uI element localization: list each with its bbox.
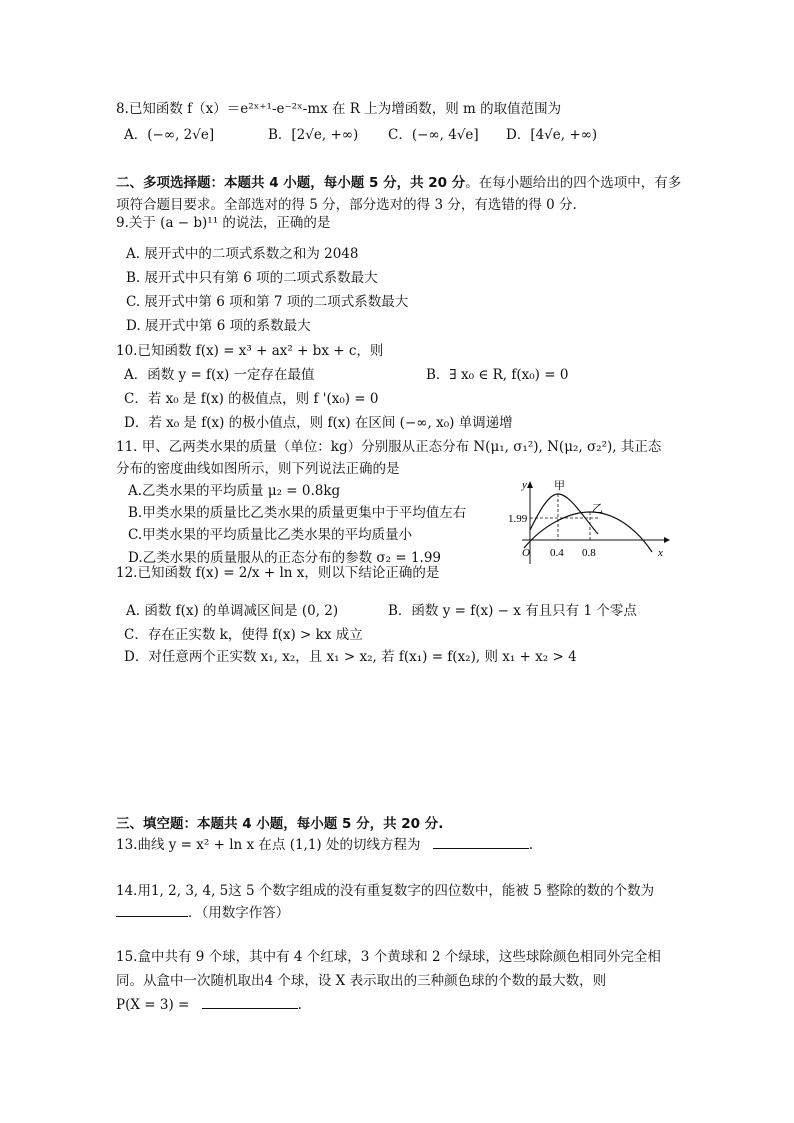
q15-line2: 同。从盒中一次随机取出4 个球，设 X 表示取出的三种颜色球的个数的最大数，则 [116,973,607,989]
q8-option-b: B．[2√e, +∞) [268,127,359,143]
q9-stem: 9.关于 (a − b)¹¹ 的说法，正确的是 [116,215,331,231]
y-axis-arrow [527,481,533,488]
section2-title: 二、多项选择题：本题共 4 小题，每小题 5 分，共 20 分 [116,175,466,191]
x-axis-arrow [664,537,670,543]
origin-label: O [522,547,530,559]
q11-stem-line2: 分布的密度曲线如图所示，则下列说法正确的是 [116,461,400,477]
q14-line2 [116,904,289,922]
q15-answer-blank[interactable] [202,996,298,1009]
q12-stem: 12.已知函数 f(x) = 2/x + ln x，则以下结论正确的是 [116,565,440,581]
q11-option-a: A.乙类水果的平均质量 μ₂ = 0.8kg [128,483,341,499]
q11-option-d: D.乙类水果的质量服从的正态分布的参数 σ₂ = 1.99 [128,550,442,566]
q11-stem-line1: 11. 甲、乙两类水果的质量（单位：kg）分别服从正态分布 N(μ₁, σ₁²), N(μ₂, σ₂²), 其正态 [116,439,662,455]
q12-option-b: B．函数 y = f(x) − x 有且只有 1 个零点 [388,603,637,619]
q13-line [116,836,533,854]
q8-stem: 8.已知函数 f（x）＝e²ˣ⁺¹-e⁻²ˣ-mx 在 R 上为增函数，则 m 的取值范围为 [116,101,562,117]
x-tick-label-1: 0.4 [550,547,564,559]
label-jia: 甲 [554,480,565,492]
q10-option-c: C．若 x₀ 是 f(x) 的极值点，则 f '(x₀) = 0 [124,391,379,407]
q8-option-a: A．(−∞, 2√e] [124,127,215,143]
q10-option-a: A．函数 y = f(x) 一定存在最值 [124,367,315,383]
q9-option-d: D. 展开式中第 6 项的系数最大 [126,318,311,334]
q10-stem: 10.已知函数 f(x) = x³ + ax² + bx + c，则 [116,343,384,359]
q9-option-b: B. 展开式中只有第 6 项的二项式系数最大 [126,270,378,286]
y-tick-label: 1.99 [508,513,528,525]
section2-desc1: 。在每小题给出的四个选项中，有多 [465,175,682,191]
q11-option-c: C.甲类水果的平均质量比乙类水果的平均质量小 [128,527,413,543]
section3-title: 三、填空题：本题共 4 小题，每小题 5 分，共 20 分. [116,816,444,832]
q15-line3 [116,996,302,1014]
x-tick-label-2: 0.8 [582,547,596,559]
q14-answer-blank[interactable] [116,904,188,917]
x-axis-label: x [658,547,663,559]
normal-distribution-figure [508,476,674,568]
q12-option-d: D．对任意两个正实数 x₁, x₂，且 x₁ > x₂, 若 f(x₁) = f(x₂), 则 x₁ + x₂ > 4 [124,649,577,665]
q11-option-b: B.甲类水果的质量比乙类水果的质量更集中于平均值左右 [128,505,467,521]
q15-end: . [297,997,302,1013]
q15-line1: 15.盒中共有 9 个球，其中有 4 个红球，3 个黄球和 2 个绿球，这些球除颜色相同外完全相 [116,949,661,965]
q15-expression: P(X = 3) = [116,997,190,1013]
y-axis-label: y [522,479,527,491]
q13-end: . [528,837,534,853]
curve-jia [530,494,598,534]
label-yi: 乙 [592,503,603,515]
q9-option-c: C. 展开式中第 6 项和第 7 项的二项式系数最大 [126,294,409,310]
q14-line1: 14.用1, 2, 3, 4, 5这 5 个数字组成的没有重复数字的四位数中，能被 5 整除的数的个数为 [116,883,655,899]
q10-option-d: D．若 x₀ 是 f(x) 的极小值点，则 f(x) 在区间 (−∞, x₀) 单调递增 [124,415,513,431]
q8-option-c: C．(−∞, 4√e] [388,127,479,143]
q14-hint: ．（用数字作答） [188,905,290,921]
section2-header [116,174,681,192]
q9-option-a: A. 展开式中的二项式系数之和为 2048 [126,246,359,262]
section2-desc2: 项符合题目要求。全部选对的得 5 分，部分选对的得 3 分，有选错的得 0 分. [116,197,577,213]
q12-option-c: C．存在正实数 k，使得 f(x) > kx 成立 [124,627,363,643]
q12-option-a: A. 函数 f(x) 的单调减区间是 (0, 2) [126,603,339,619]
q13-stem: 13.曲线 y = x² + ln x 在点 (1,1) 处的切线方程为 [116,837,421,853]
q10-option-b: B．∃ x₀ ∈ R, f(x₀) = 0 [426,367,569,383]
q8-option-d: D．[4√e, +∞) [506,127,598,143]
q13-answer-blank[interactable] [433,836,529,849]
